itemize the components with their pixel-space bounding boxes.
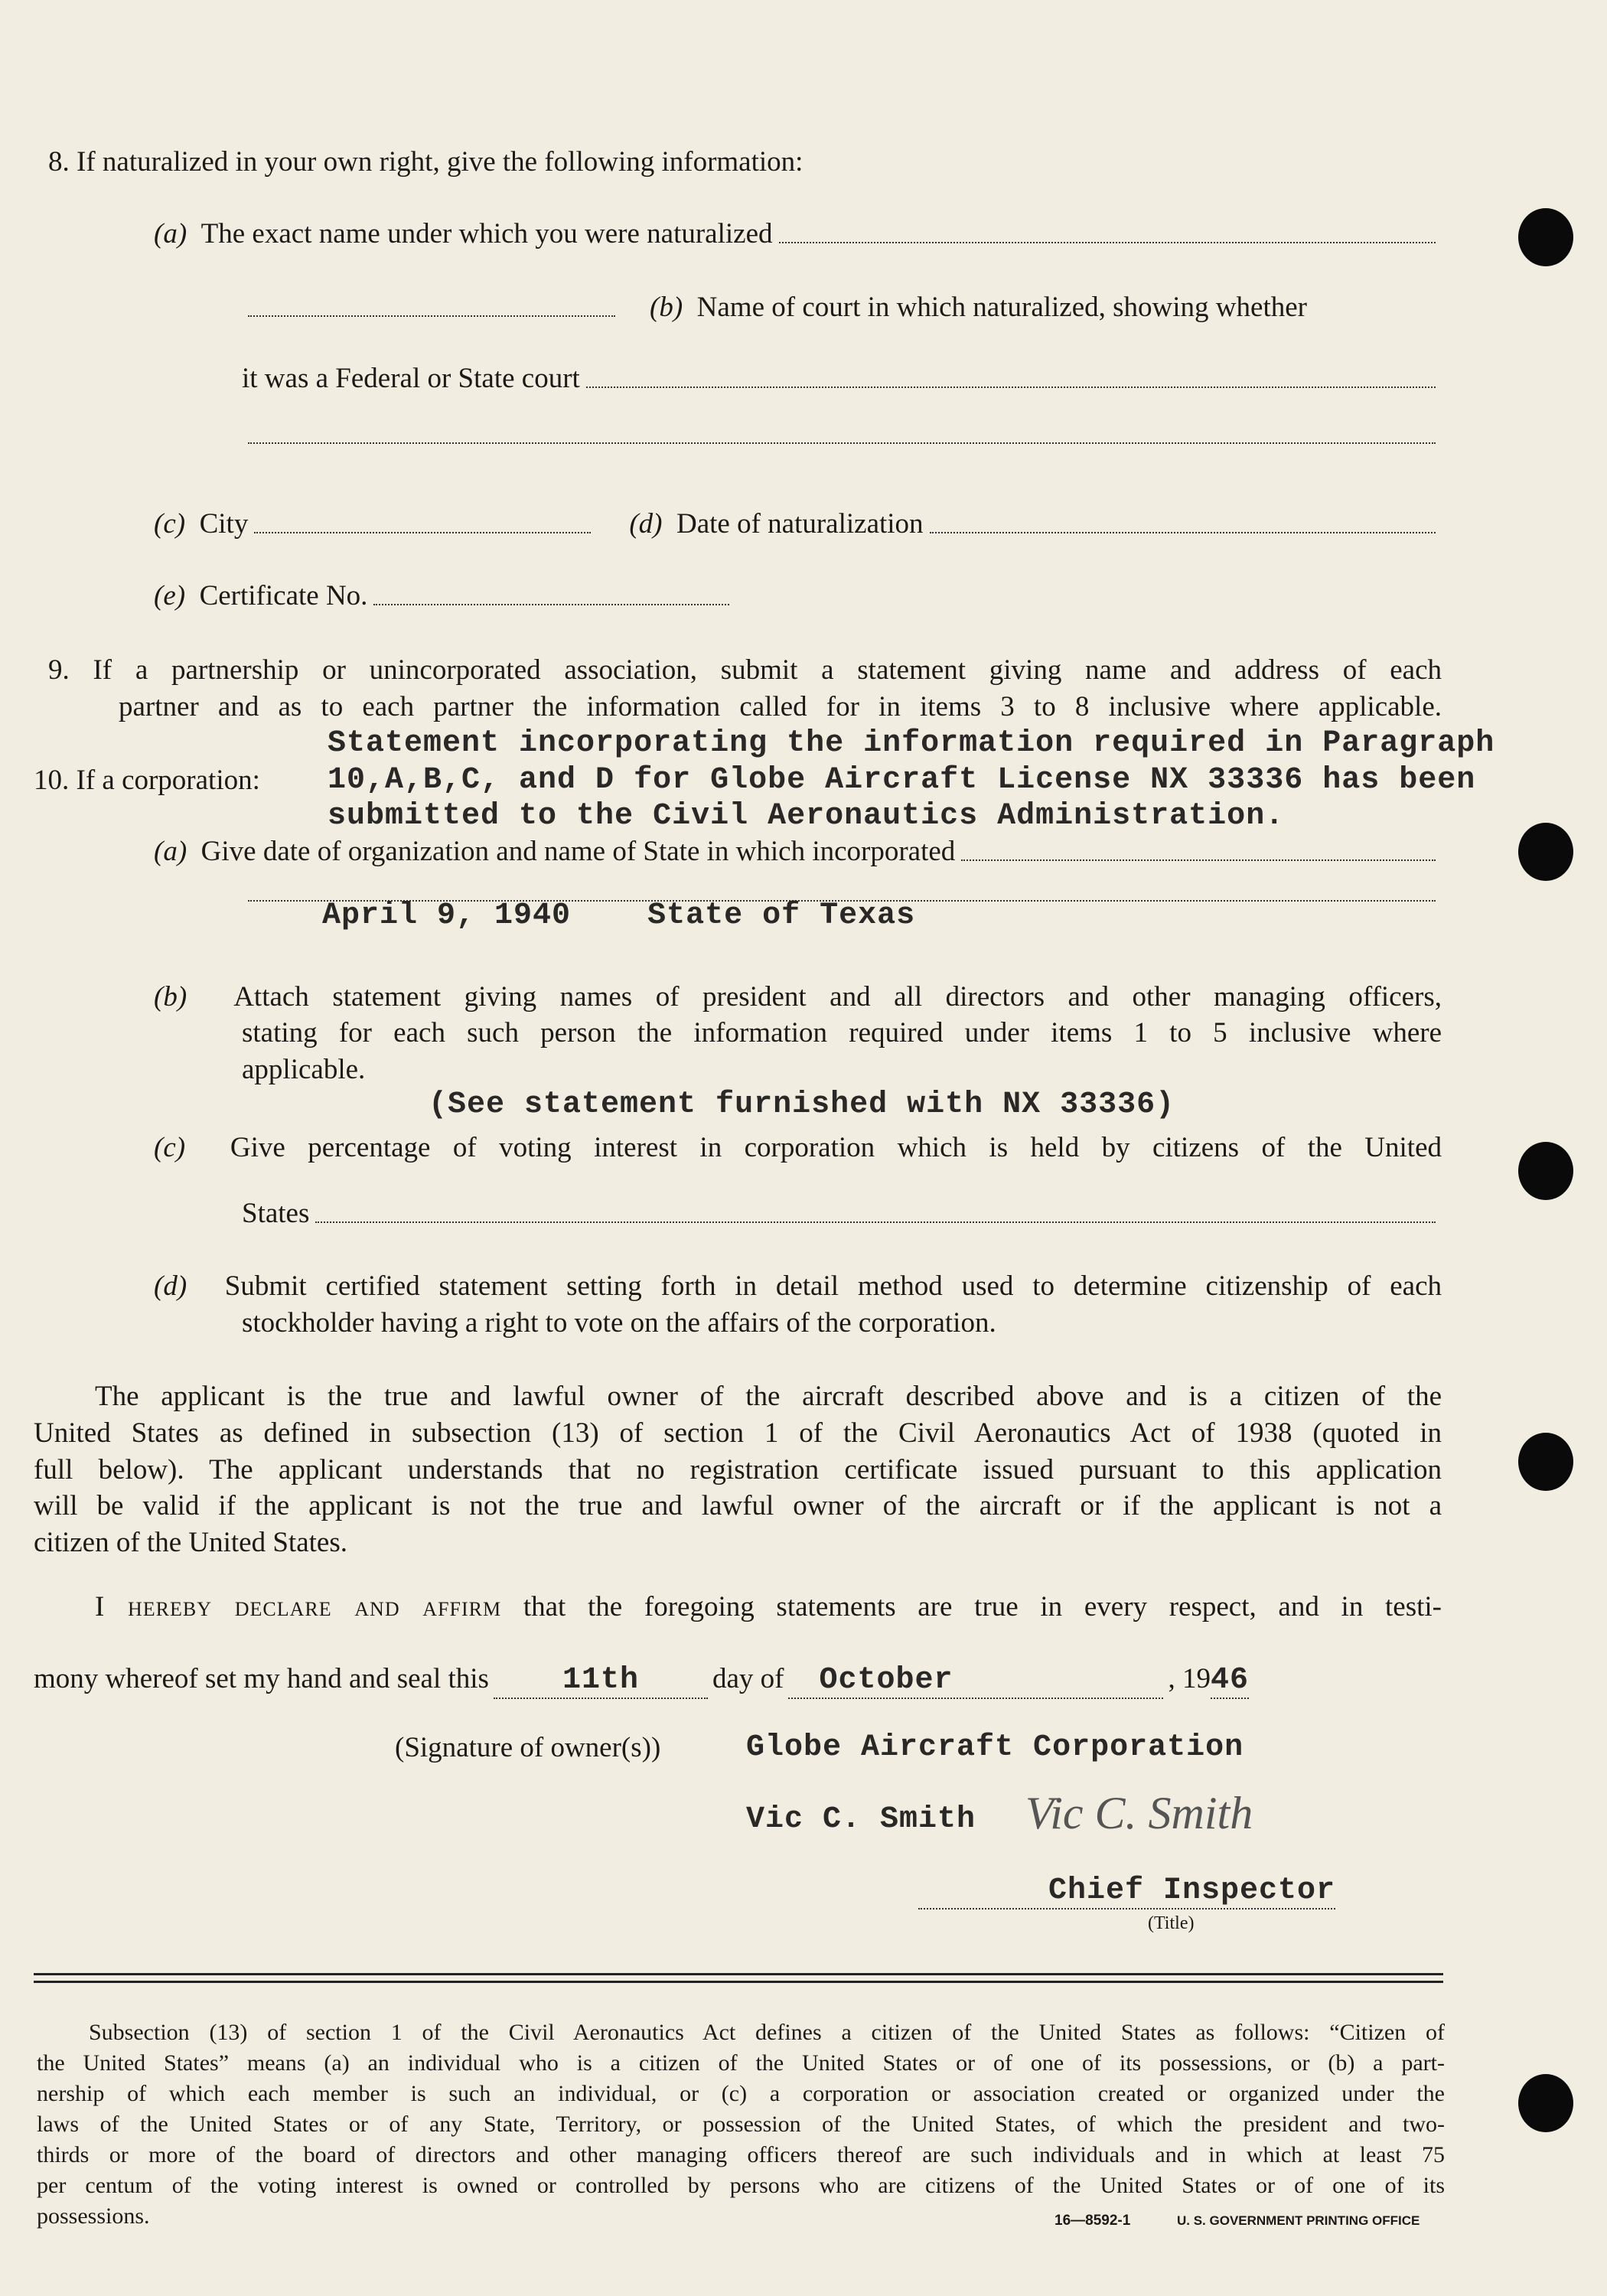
punch-hole: [1518, 2074, 1573, 2132]
item10b-line2: stating for each such person the information required under items 1 to 5 inclusive where: [242, 1017, 1442, 1049]
footnote-line: possessions.: [37, 2203, 150, 2229]
label: (c): [154, 508, 186, 540]
label: (b): [650, 292, 683, 323]
item10b-line3: applicable.: [242, 1054, 366, 1085]
label: (c): [154, 1132, 186, 1163]
label: Submit certified statement setting forth in detail method used to determine citizenship of each: [224, 1270, 1442, 1302]
item8b: [242, 291, 1442, 325]
item8a: [154, 217, 1442, 251]
footnote-line: thirds or more of the board of directors and other managing officers thereof are such individuals and in which at least 75: [37, 2142, 1445, 2167]
org-date-field[interactable]: [961, 859, 1436, 861]
affirm-line1: [95, 1590, 1442, 1624]
label: (d): [154, 1270, 187, 1302]
month-field[interactable]: October: [788, 1664, 1163, 1699]
label: it was a Federal or State court: [242, 363, 580, 394]
item10d-line1: [154, 1270, 1442, 1303]
declaration-line: will be valid if the applicant is not the true and lawful owner of the aircraft or if the applicant is not a: [34, 1490, 1442, 1521]
court-field-cont[interactable]: [248, 442, 1436, 444]
punch-hole: [1518, 1142, 1573, 1200]
title-label: (Title): [1148, 1913, 1195, 1933]
label: that the foregoing statements are true in every respect, and in testi-: [523, 1591, 1442, 1623]
punch-hole: [1518, 823, 1573, 881]
label: Certificate No.: [199, 580, 368, 612]
form-number: 16—8592-1: [1054, 2213, 1131, 2229]
signer-name: Vic C. Smith: [746, 1802, 976, 1837]
label: (a): [154, 836, 187, 867]
label: Date of naturalization: [676, 508, 924, 540]
printer-credit: U. S. GOVERNMENT PRINTING OFFICE: [1177, 2213, 1420, 2228]
item8b-cont: [242, 362, 1442, 396]
item8e: [154, 579, 735, 613]
label: (d): [629, 508, 663, 540]
label: , 19: [1168, 1663, 1211, 1694]
divider: [34, 1981, 1443, 1983]
item10c-cont: [242, 1197, 1442, 1231]
day-field[interactable]: 11th: [494, 1664, 708, 1699]
label: day of: [712, 1663, 784, 1694]
declaration-line: full below). The applicant understands that no registration certificate issued pursuant to this application: [34, 1454, 1442, 1486]
item8-heading: 8. If naturalized in your own right, give the following information:: [48, 146, 804, 178]
city-field[interactable]: [254, 531, 591, 533]
court-field[interactable]: [586, 386, 1436, 388]
label: States: [242, 1198, 310, 1229]
label: Attach statement giving names of president and all directors and other managing officers,: [233, 981, 1442, 1013]
declaration-line: United States as defined in subsection (13) of section 1 of the Civil Aeronautics Act of 1938 (quoted in: [34, 1417, 1442, 1449]
affirm-line2: [34, 1662, 1380, 1699]
declaration-line: citizen of the United States.: [34, 1527, 347, 1558]
label: (e): [154, 580, 186, 612]
label: City: [199, 508, 249, 540]
label: mony whereof set my hand and seal this: [34, 1663, 489, 1694]
footnote-line: per centum of the voting interest is owned or controlled by persons who are citizens of the United States or of one of its: [37, 2173, 1445, 2198]
signature-label: (Signature of owner(s)): [395, 1732, 661, 1763]
label: (b): [154, 981, 187, 1013]
typed-statement-1: Statement incorporating the information required in Paragraph: [328, 726, 1495, 761]
declaration-line: The applicant is the true and lawful owner of the aircraft described above and is a citizen of the: [95, 1381, 1442, 1412]
typed-statement-2: 10,A,B,C, and D for Globe Aircraft License NX 33336 has been: [328, 763, 1476, 797]
label: Name of court in which naturalized, showing whether: [696, 292, 1307, 323]
org-date-value: April 9, 1940 State of Texas: [322, 899, 916, 933]
item10a-line: [242, 899, 1442, 933]
footnote-line: the United States” means (a) an individual who is a citizen of the United States or of one of its possessions, or (b) a part-: [37, 2050, 1445, 2076]
title-field[interactable]: Chief Inspector: [918, 1874, 1335, 1910]
year-field[interactable]: 46: [1210, 1663, 1249, 1698]
item10a: [154, 835, 1442, 869]
label: I hereby declare and affirm: [95, 1591, 502, 1623]
item9-line2: partner and as to each partner the information called for in items 3 to 8 inclusive where applicable.: [119, 691, 1442, 722]
item10d-line2: stockholder having a right to vote on the affairs of the corporation.: [242, 1307, 996, 1339]
footnote-line: nership of which each member is such an individual, or (c) a corporation or association created or organized under the: [37, 2081, 1445, 2106]
divider: [34, 1973, 1443, 1975]
label: Give date of organization and name of State in which incorporated: [200, 836, 956, 867]
certificate-field[interactable]: [373, 603, 729, 605]
label: The exact name under which you were naturalized: [200, 218, 773, 249]
typed-statement-3: submitted to the Civil Aeronautics Administration.: [328, 799, 1285, 833]
voting-interest-field[interactable]: [315, 1221, 1436, 1223]
item10c: [154, 1131, 1442, 1165]
footnote-line: Subsection (13) of section 1 of the Civil Aeronautics Act defines a citizen of the United States as follows: “Citizen of: [89, 2020, 1445, 2045]
item8c-d: [154, 507, 1442, 541]
company-name: Globe Aircraft Corporation: [746, 1730, 1244, 1765]
label: (a): [154, 218, 187, 249]
punch-hole: [1518, 208, 1573, 266]
item9-line1: 9. If a partnership or unincorporated association, submit a statement giving name and address of each: [48, 654, 1442, 686]
punch-hole: [1518, 1433, 1573, 1491]
item10b-line1: [154, 980, 1442, 1014]
naturalized-name-field[interactable]: [779, 241, 1436, 243]
typed-see-statement: (See statement furnished with NX 33336): [429, 1088, 1175, 1122]
item10-label: 10. If a corporation:: [34, 765, 260, 796]
handwritten-signature: Vic C. Smith: [1025, 1788, 1253, 1838]
item8b-line: [242, 442, 1442, 452]
naturalized-name-field-cont[interactable]: [248, 315, 615, 317]
label: Give percentage of voting interest in corporation which is held by citizens of the United: [230, 1132, 1442, 1163]
footnote-line: laws of the United States or of any State, Territory, or possession of the United States, of which the president and two-: [37, 2112, 1445, 2137]
naturalization-date-field[interactable]: [930, 531, 1436, 533]
